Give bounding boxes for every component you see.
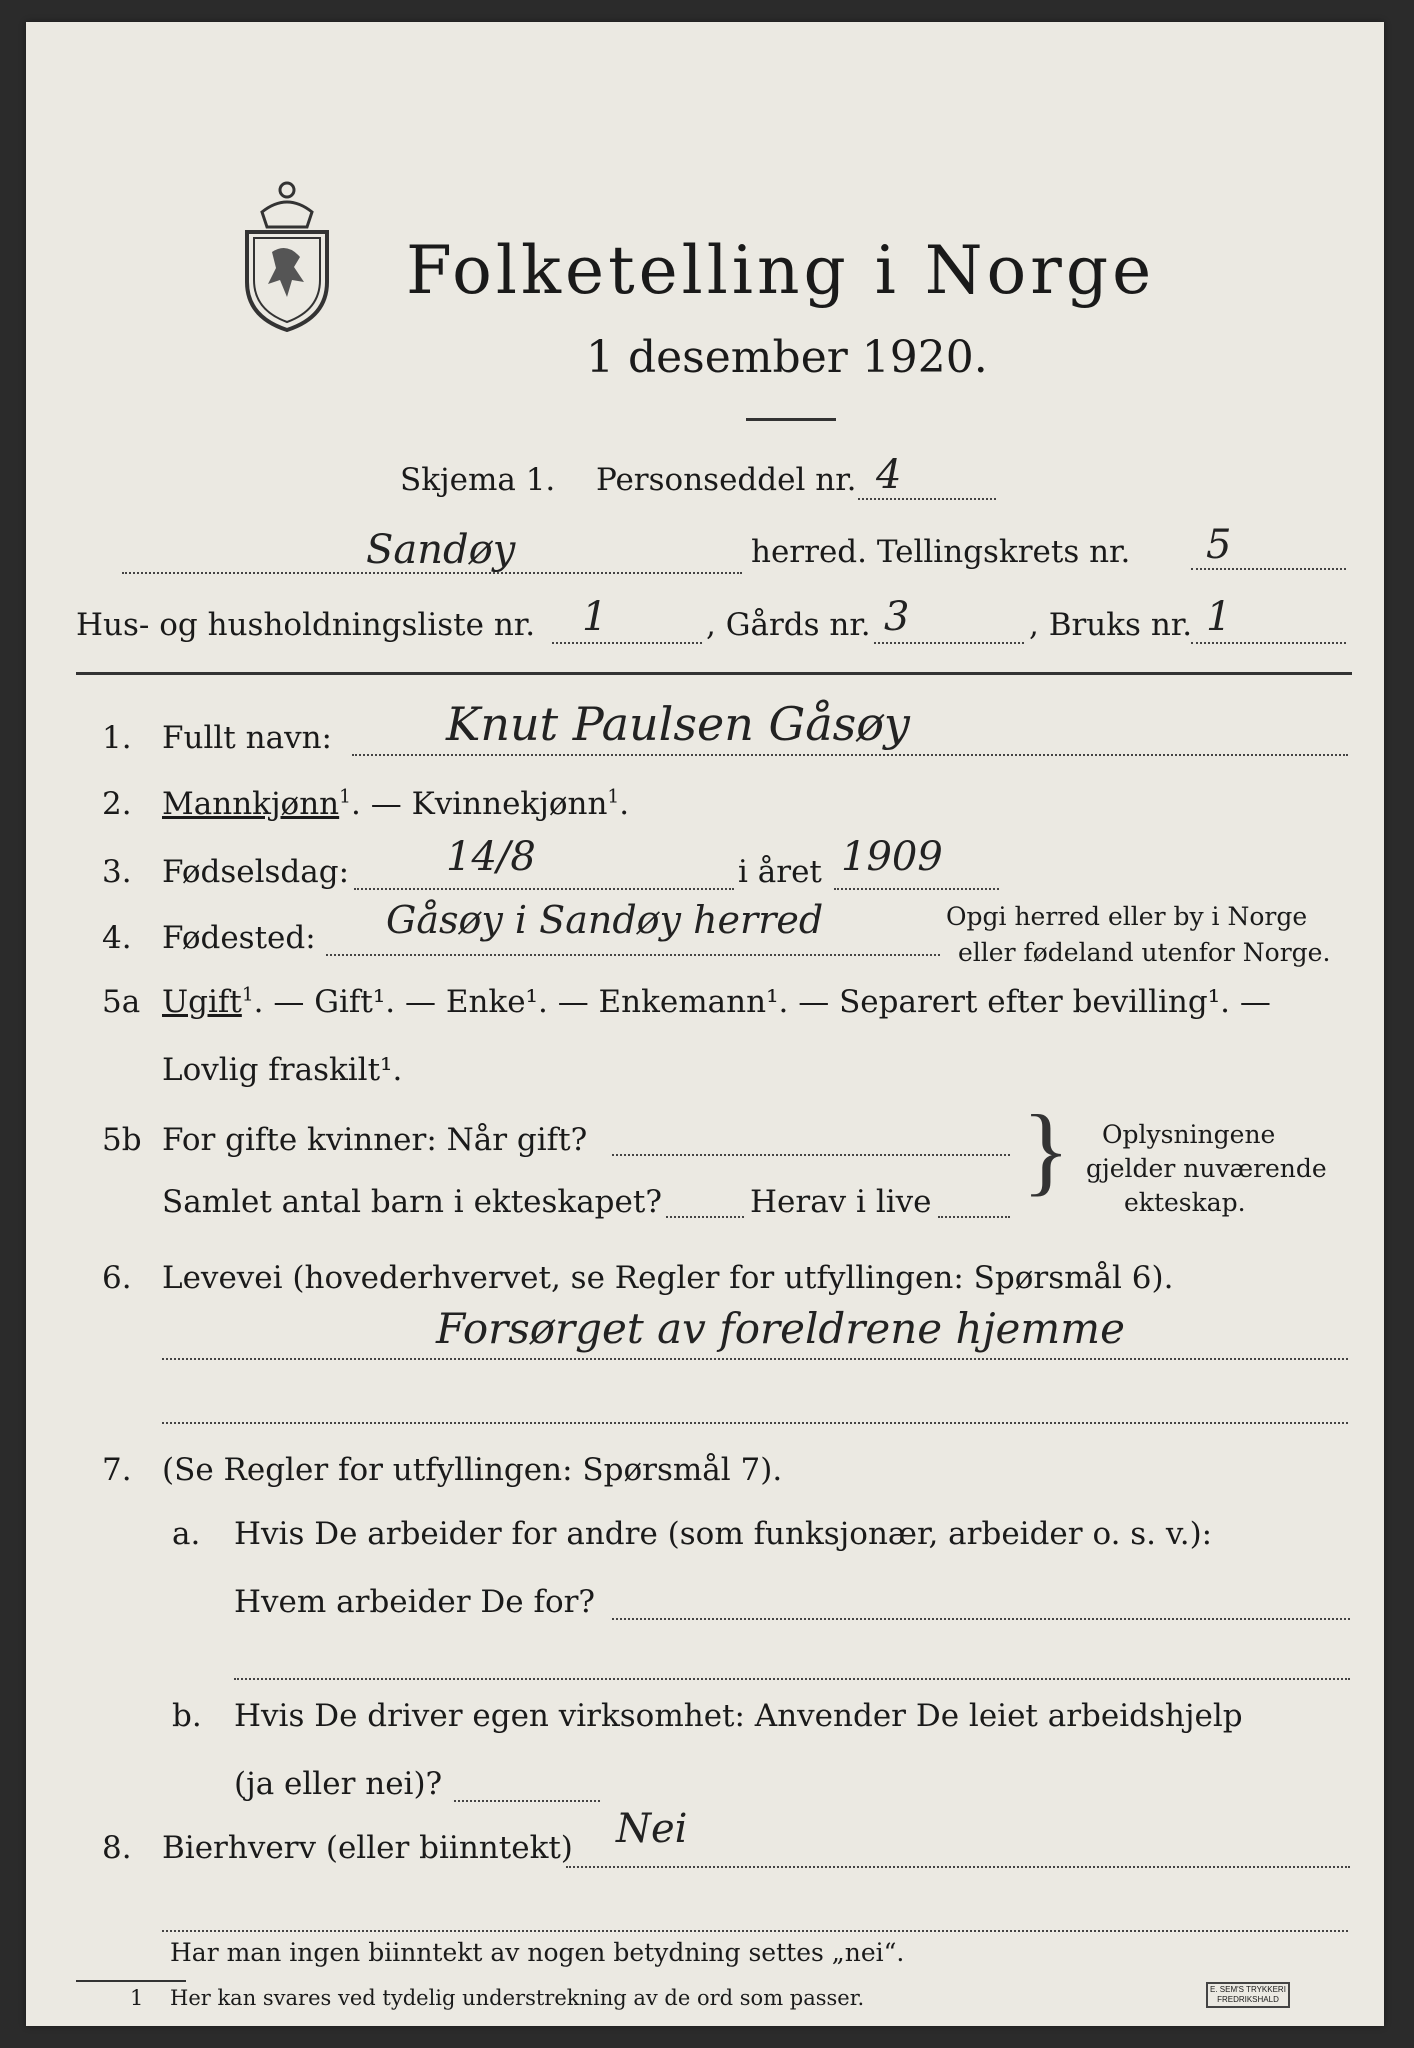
q6-number: 6.: [102, 1260, 132, 1296]
q8-side-income-value[interactable]: Nei: [616, 1806, 688, 1852]
footnote-text: Her kan svares ved tydelig understrekning av de ord som passer.: [170, 1986, 865, 2010]
q3-number: 3.: [102, 854, 132, 890]
q5b-note-line2: gjelder nuværende: [1086, 1154, 1327, 1183]
q6-label: Levevei (hovederhvervet, se Regler for utfyllingen: Spørsmål 6).: [162, 1260, 1174, 1296]
q7a-employer-field[interactable]: [612, 1618, 1350, 1620]
footnote-rule: [76, 1980, 186, 1982]
form-date: 1 desember 1920.: [586, 332, 988, 383]
q8-number: 8.: [102, 1830, 132, 1866]
q2-kvinne-option[interactable]: Kvinnekjønn: [411, 786, 608, 822]
q5a-ugift-option[interactable]: Ugift: [162, 984, 242, 1020]
hus-label: Hus- og husholdningsliste nr.: [76, 607, 536, 643]
q7b-label-ja-nei: (ja eller nei)?: [234, 1766, 443, 1802]
q5b-note-line1: Oplysningene: [1102, 1120, 1276, 1149]
hus-value[interactable]: 1: [582, 594, 608, 640]
personseddel-label: Personseddel nr.: [596, 462, 857, 498]
q5a-number: 5a: [102, 984, 141, 1020]
q7a-label: Hvis De arbeider for andre (som funksjonær, arbeider o. s. v.):: [234, 1516, 1213, 1552]
q3-year-label: i året: [738, 854, 822, 890]
q5b-note-line3: ekteskap.: [1124, 1188, 1246, 1217]
q1-full-name-value[interactable]: Knut Paulsen Gåsøy: [446, 697, 910, 751]
q2-gender-options: Mannkjønn$^1$. — Kvinnekjønn$^1$.: [162, 786, 630, 822]
q4-number: 4.: [102, 920, 132, 956]
tellingskrets-value[interactable]: 5: [1206, 522, 1232, 568]
q4-note-line2: eller fødeland utenfor Norge.: [958, 938, 1331, 967]
q7-number: 7.: [102, 1452, 132, 1488]
title-divider: [746, 418, 836, 421]
q4-label: Fødested:: [162, 920, 316, 956]
q5b-brace: }: [1022, 1094, 1070, 1205]
q8-label: Bierhverv (eller biinntekt): [162, 1830, 573, 1866]
q5b-label-gift: For gifte kvinner: Når gift?: [162, 1122, 588, 1158]
q7a-number: a.: [172, 1516, 201, 1552]
q3-birthday-value[interactable]: 14/8: [446, 834, 536, 880]
q4-birthplace-value[interactable]: Gåsøy i Sandøy herred: [386, 898, 824, 942]
q5b-label-barn: Samlet antal barn i ekteskapet?: [162, 1184, 662, 1220]
q7a-label-employer: Hvem arbeider De for?: [234, 1584, 596, 1620]
q5b-number: 5b: [102, 1122, 142, 1158]
q7b-number: b.: [172, 1698, 202, 1734]
coat-of-arms-icon: [232, 172, 342, 332]
herred-label: herred. Tellingskrets nr.: [751, 534, 1131, 570]
herred-value[interactable]: Sandøy: [366, 527, 516, 573]
census-form: [26, 22, 1384, 2026]
header-rule: [76, 672, 1352, 675]
q7b-ja-nei-field[interactable]: [454, 1800, 600, 1802]
bruks-value[interactable]: 1: [1206, 594, 1232, 640]
q1-label: Fullt navn:: [162, 720, 332, 756]
q4-note-line1: Opgi herred eller by i Norge: [946, 902, 1308, 931]
q3-label: Fødselsdag:: [162, 854, 350, 890]
q2-mann-option[interactable]: Mannkjønn: [162, 786, 340, 822]
gards-label: , Gårds nr.: [706, 607, 871, 643]
printer-stamp: E. SEM'S TRYKKERI FREDRIKSHALD: [1206, 1982, 1290, 2008]
q5b-label-live: Herav i live: [750, 1184, 932, 1220]
q7b-label: Hvis De driver egen virksomhet: Anvender De leiet arbeidshjelp: [234, 1698, 1243, 1734]
q3-year-value[interactable]: 1909: [841, 834, 943, 880]
personseddel-value[interactable]: 4: [876, 452, 902, 498]
q5a-fraskilt-option[interactable]: Lovlig fraskilt¹.: [162, 1052, 403, 1088]
gards-value[interactable]: 3: [884, 594, 910, 640]
bruks-label: , Bruks nr.: [1029, 607, 1193, 643]
footer-note: Har man ingen biinntekt av nogen betydning settes „nei“.: [170, 1938, 905, 1967]
footnote-number: 1: [130, 1986, 144, 2010]
q2-number: 2.: [102, 786, 132, 822]
q6-occupation-value[interactable]: Forsørget av foreldrene hjemme: [436, 1304, 1125, 1353]
q1-number: 1.: [102, 720, 132, 756]
skjema-label: Skjema 1.: [400, 462, 556, 498]
q5a-marital-options: Ugift$^1$. — Gift¹. — Enke¹. — Enkemann¹. — Separert efter bevilling¹. —: [162, 984, 1271, 1020]
form-title: Folketelling i Norge: [406, 232, 1156, 309]
q7-label: (Se Regler for utfyllingen: Spørsmål 7).: [162, 1452, 783, 1488]
